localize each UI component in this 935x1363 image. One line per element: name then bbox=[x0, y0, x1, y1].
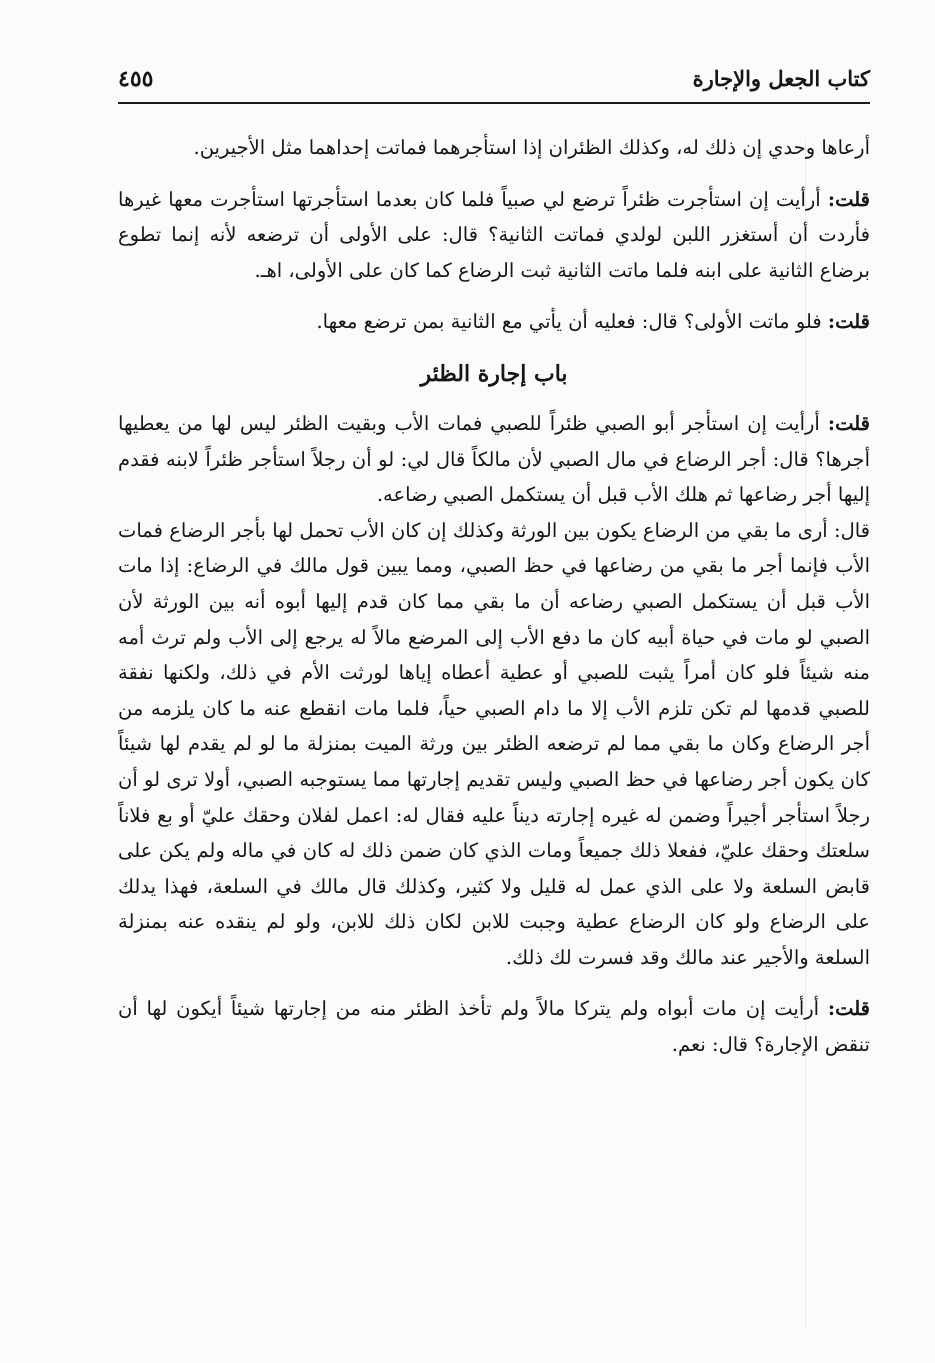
question-label: قلت: bbox=[827, 310, 870, 334]
page-number: ٤٥٥ bbox=[118, 66, 154, 92]
page-body bbox=[118, 130, 870, 1063]
paragraph-text: قال: أرى ما بقي من الرضاع يكون بين الورثة وكذلك إن كان الأب تحمل لها بأجر الرضاع فمات الأب فإنما أجر ما بقي من رضاعها في حظ الصبي، ومما يبين قول مالك في الرضاع: إذا مات الأب قبل أن يستكمل الصبي رضاعه أن ما بقي مما كان قدم إليها أبوه أنه بين الورثة لأن الصبي لو مات في حياة أبيه كان ما دفع الأب إلى المرضع مالاً له يرجع إلى الأب ولم ترث أمه منه شيئاً فلو كان أمراً يثبت للصبي أو عطية أعطاه إياها لورثت الأم في ذلك، ولكنها نفقة للصبي قدمها لم تكن تلزم الأب إلا ما دام الصبي حياً، فلما مات انقطع عنه ما كان يلزمه من أجر الرضاع وكان ما بقي مما لم ترضعه الظئر بين ورثة الميت بمنزلة ما لو لم يقدم لها شيئاً كان يكون أجر رضاعها في حظ الصبي وليس تقديم إجارتها مما يستوجبه الصبي، أولا ترى لو أن رجلاً استأجر أجيراً وضمن له غيره إجارته ديناً عليه فقال له: اعمل لفلان وحقك عليّ أو بع فلاناً سلعتك وحقك عليّ، ففعلا ذلك جميعاً ومات الذي كان ضمن ذلك له كان في ماله ولم يكن على قابض السلعة ولا على الذي عمل له قليل ولا كثير، وكذلك قال مالك في السلعة، فهذا يدلك على الرضاع ولو كان الرضاع عطية وجبت للابن لكان ذلك للابن، ولو لم ينقده عنه بمنزلة السلعة والأجير عند مالك وقد فسرت لك ذلك. bbox=[118, 518, 870, 969]
paragraph-text: أرعاها وحدي إن ذلك له، وكذلك الظئران إذا استأجرهما فماتت إحداهما مثل الأجيرين. bbox=[193, 136, 870, 159]
section-title: باب إجارة الظئر bbox=[420, 360, 568, 387]
question-label: قلت: bbox=[827, 997, 870, 1021]
paragraph bbox=[118, 130, 870, 166]
question-label: قلت: bbox=[827, 411, 870, 435]
paragraph-text: أرأيت إن استأجرت ظئراً ترضع لي صبياً فلما كان بعدما استأجرتها استأجرت معها غيرها فأردت أن أستغزر اللبن لولدي فماتت الثانية؟ قال: على الأولى أن ترضعه لأنه إنما تطوع برضاع الثانية على ابنه فلما ماتت الثانية ثبت الرضاع كما كان على الأولى، اهـ. bbox=[118, 187, 870, 282]
paragraph bbox=[118, 406, 870, 513]
question-label: قلت: bbox=[827, 187, 870, 211]
paragraph bbox=[118, 513, 870, 976]
paragraph bbox=[118, 304, 870, 340]
chapter-title: كتاب الجعل والإجارة bbox=[692, 66, 870, 91]
running-header bbox=[118, 66, 870, 102]
paragraph bbox=[118, 991, 870, 1062]
paragraph-text: أرأيت إن استأجر أبو الصبي ظئراً للصبي فمات الأب وبقيت الظئر ليس لها من يعطيها أجرها؟ قال: أجر الرضاع في مال الصبي لأن مالكاً قال لي: لو أن رجلاً استأجر ظئراً لابنه فقدم إليها أجر رضاعها ثم هلك الأب قبل أن يستكمل الصبي رضاعه. bbox=[118, 411, 870, 507]
header-rule bbox=[118, 102, 870, 104]
paragraph-text: أرأيت إن مات أبواه ولم يتركا مالاً ولم تأخذ الظئر منه من إجارتها شيئاً أيكون لها أن تنقض الإجارة؟ قال: نعم. bbox=[118, 997, 870, 1057]
paragraph bbox=[118, 182, 870, 289]
paragraph-text: فلو ماتت الأولى؟ قال: فعليه أن يأتي مع الثانية بمن ترضع معها. bbox=[316, 310, 822, 334]
